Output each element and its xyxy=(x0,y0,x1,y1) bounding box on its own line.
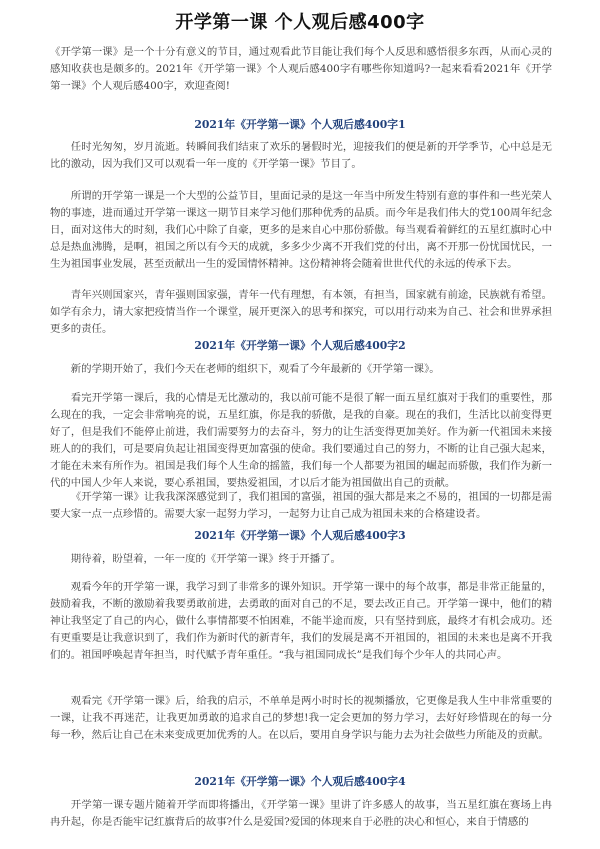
section-3-paragraph-3: 观看完《开学第一课》后，给我的启示，不单单是两小时时长的视频播放，它更像是我人生中非常重要的一课，让我不再迷茫，让我更加勇敢的追求自己的梦想!我一定会更加的努力学习，去好好珍惜现在的每一分每一秒，然后让自己在未来变成更加优秀的人。在以后，要用自身学识与能力去为社会做些力所能及的贡献。 xyxy=(50,695,552,741)
section-1-paragraph-1: 任时光匆匆，岁月流逝。转瞬间我们结束了欢乐的暑假时光，迎接我们的便是新的开学季节，心中总是无比的激动，因为我们又可以观看一年一度的《开学第一课》节目了。 xyxy=(50,141,552,170)
section-2-paragraph-1: 新的学期开始了，我们今天在老师的组织下，观看了今年最新的《开学第一课》。 xyxy=(70,363,440,375)
section-2-paragraph-2: 看完开学第一课后，我的心情是无比激动的，我以前可能不是很了解一面五星红旗对于我们的重要性，那么现在的我，一定会非常响亮的说，五星红旗，你是我的骄傲，是我的自豪。现在的我们，生活比以前变得更好了，但是我们不能停止前进，我们需要努力的去奋斗，努力的让生活变得更加美好。作为新一代祖国未来接班人的的我们，可是要肩负起让祖国变得更加富强的使命。我们要通过自己的努力，不断的让自己强大起来，才能在未来有所作为。祖国是我们每个人生命的摇篮，我们每一个人都要为祖国的崛起而骄傲，我们作为新一代的中国人少年人来说，要心系祖国，要热爱祖国，才以后才能为祖国做出自己的贡献。 xyxy=(50,392,552,489)
section-heading-2: 2021年《开学第一课》个人观后感400字2 xyxy=(194,339,406,352)
section-heading-1: 2021年《开学第一课》个人观后感400字1 xyxy=(194,118,406,131)
intro-paragraph: 《开学第一课》是一个十分有意义的节目，通过观看此节目能让我们每个人反思和感悟很多东西，从而心灵的感知收获也是颇多的。2021年《开学第一课》个人观后感400字有哪些你知道吗?一起来看看2021年《开学第一课》个人观后感400字，欢迎查阅! xyxy=(50,46,552,92)
section-3-paragraph-1: 期待着，盼望着，一年一度的《开学第一课》终于开播了。 xyxy=(70,553,341,565)
page-title: 开学第一课 个人观后感400字 xyxy=(175,12,425,33)
section-heading-4: 2021年《开学第一课》个人观后感400字4 xyxy=(194,775,406,788)
section-3-paragraph-2: 观看今年的开学第一课，我学习到了非常多的课外知识。开学第一课中的每个故事，都是非常正能量的，鼓励着我，不断的激励着我要勇敢前进，去勇敢的面对自己的不足，要去改正自己。开学第一课中，他们的精神让我坚定了自己的内心，做什么事情都要不怕困难，不能半途而废，只有坚持到底，最终才有机会成功。还有更重要是让我意识到了，我们作为新时代的新青年，我们的发展是离不开祖国的，祖国的未来也是离不开我们的。祖国呼唤起青年担当，时代赋予青年重任。“我与祖国同成长”是我们每个少年人的共同心声。 xyxy=(50,581,552,661)
section-heading-3: 2021年《开学第一课》个人观后感400字3 xyxy=(194,529,406,542)
section-2-paragraph-3: 《开学第一课》让我我深深感觉到了，我们祖国的富强，祖国的强大都是来之不易的，祖国的一切都是需要大家一点一点珍惜的。需要大家一起努力学习，一起努力让自己成为祖国未来的合格建设者。 xyxy=(50,491,552,520)
section-4-paragraph-1: 开学第一课专题片随着开学而即将播出，《开学第一课》里讲了许多感人的故事，当五星红旗在赛场上冉冉升起，你是否能牢记红旗背后的故事?什么是爱国?爱国的体现来自于必胜的决心和恒心，来自于情感的 xyxy=(50,799,552,828)
section-1-paragraph-3: 青年兴则国家兴，青年强则国家强，青年一代有理想，有本领，有担当，国家就有前途，民族就有希望。如学有余力，请大家把疫情当作一个课堂，展开更深入的思考和探究，可以用行动来为自己、社会和世界承担更多的责任。 xyxy=(50,289,552,335)
section-1-paragraph-2: 所谓的开学第一课是一个大型的公益节目，里面记录的是这一年当中所发生特别有意的事件和一些光荣人物的事迹，进而通过开学第一课这一期节目来学习他们那种优秀的品质。而今年是我们伟大的党100周年纪念日，面对这伟大的时刻，我们心中除了自豪，更多的是来自心中那份骄傲。每当观看着鲜红的五星红旗时心中总是热血沸腾，是啊，祖国之所以有今天的成就，多多少少离不开我们党的付出，离不开那一份忧国忧民，一生为祖国事业发展，甚至贡献出一生的爱国情怀精神。这份精神将会随着世世代代的永远的传承下去。 xyxy=(50,190,552,270)
